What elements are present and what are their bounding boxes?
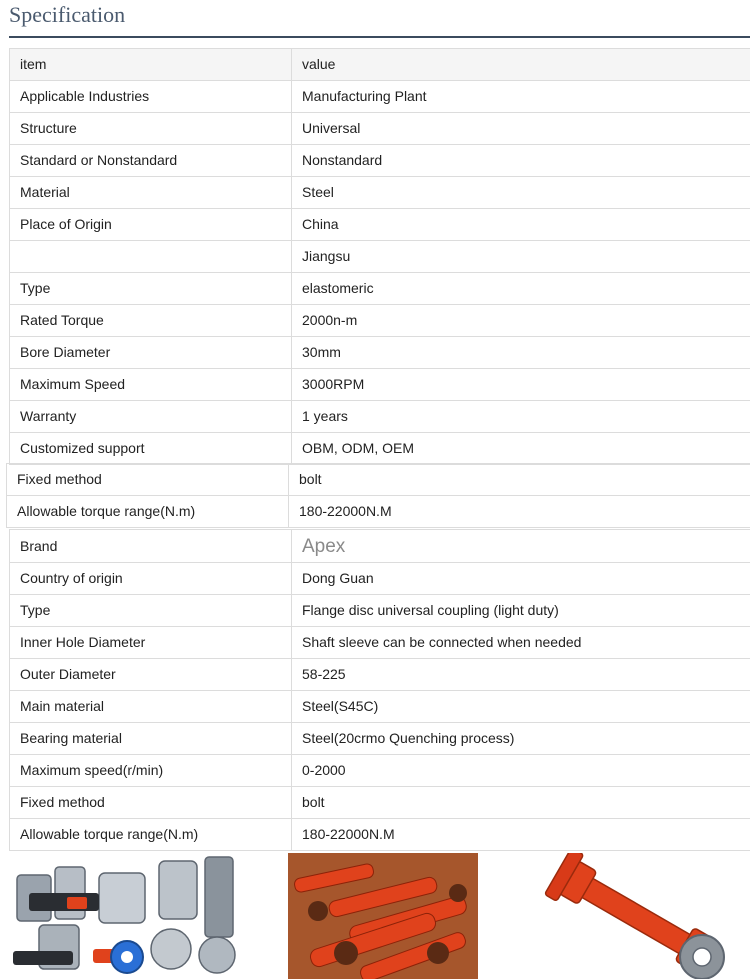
spec-label: Warranty: [10, 401, 292, 433]
spec-value: Steel(20crmo Quenching process): [292, 723, 750, 755]
brand-value: Apex: [292, 530, 750, 563]
table-row: [10, 401, 750, 433]
cardan-shaft-product-photo: [542, 853, 730, 979]
spec-label: Fixed method: [10, 787, 292, 819]
spec-label: Main material: [10, 691, 292, 723]
table-row: [10, 337, 750, 369]
spec-value: elastomeric: [292, 273, 750, 305]
spec-label: Place of Origin: [10, 209, 292, 241]
spec-value: Universal: [292, 113, 750, 145]
spec-value: 180-22000N.M: [292, 819, 750, 851]
spec-value: Manufacturing Plant: [292, 81, 750, 113]
spec-value: 30mm: [292, 337, 750, 369]
table-row: [10, 113, 750, 145]
table-row: [10, 369, 750, 401]
product-photo-strip: [0, 853, 750, 979]
page-title: Specification: [9, 2, 126, 27]
spec-label: Country of origin: [10, 563, 292, 595]
spec-value: bolt: [292, 787, 750, 819]
spec-label: Standard or Nonstandard: [10, 145, 292, 177]
spec-label: Maximum Speed: [10, 369, 292, 401]
spec-value: bolt: [289, 464, 750, 496]
spec-label: Structure: [10, 113, 292, 145]
header-value: value: [292, 49, 750, 81]
table-row: [10, 241, 750, 273]
spec-label: [10, 241, 292, 273]
spec-value: Dong Guan: [292, 563, 750, 595]
title-divider: [9, 36, 750, 38]
table-row: [10, 627, 750, 659]
table-row: [7, 496, 750, 528]
spec-label: Inner Hole Diameter: [10, 627, 292, 659]
spec-value: 2000n-m: [292, 305, 750, 337]
brand-label: Brand: [10, 530, 292, 563]
table-row: [10, 177, 750, 209]
spec-value: 3000RPM: [292, 369, 750, 401]
spec-label: Type: [10, 595, 292, 627]
spec-label: Rated Torque: [10, 305, 292, 337]
cardan-shafts-workshop-photo: [288, 853, 478, 979]
table-row: [10, 755, 750, 787]
table-row: [10, 305, 750, 337]
spec-label: Allowable torque range(N.m): [10, 819, 292, 851]
table-row: [10, 81, 750, 113]
spec-label: Bore Diameter: [10, 337, 292, 369]
spec-value: 58-225: [292, 659, 750, 691]
spec-label: Outer Diameter: [10, 659, 292, 691]
spec-value: Steel(S45C): [292, 691, 750, 723]
table-row: [10, 433, 750, 465]
spec-value: OBM, ODM, OEM: [292, 433, 750, 465]
table-header-row: [10, 49, 750, 81]
table-row: [10, 209, 750, 241]
table-row: [10, 563, 750, 595]
spec-label: Allowable torque range(N.m): [7, 496, 289, 528]
table-row: [10, 787, 750, 819]
spec-value: 180-22000N.M: [289, 496, 750, 528]
table-row: [10, 659, 750, 691]
spec-value: Nonstandard: [292, 145, 750, 177]
spec-label: Material: [10, 177, 292, 209]
table-row: [10, 595, 750, 627]
spec-table-main: [9, 48, 750, 465]
spec-label: Maximum speed(r/min): [10, 755, 292, 787]
table-row: [10, 273, 750, 305]
header-item: item: [10, 49, 292, 81]
spec-label: Type: [10, 273, 292, 305]
spec-value: Shaft sleeve can be connected when needed: [292, 627, 750, 659]
spec-label: Customized support: [10, 433, 292, 465]
table-row: [7, 464, 750, 496]
spec-value: China: [292, 209, 750, 241]
spec-table-fixing: [6, 463, 750, 528]
coupling-assortment-photo: [9, 853, 243, 979]
spec-label: Fixed method: [7, 464, 289, 496]
spec-value: 0-2000: [292, 755, 750, 787]
table-row: [10, 530, 750, 563]
spec-label: Applicable Industries: [10, 81, 292, 113]
spec-value: Steel: [292, 177, 750, 209]
spec-table-product: [9, 529, 750, 851]
table-row: [10, 691, 750, 723]
spec-value: Jiangsu: [292, 241, 750, 273]
spec-value: 1 years: [292, 401, 750, 433]
table-row: [10, 819, 750, 851]
spec-label: Bearing material: [10, 723, 292, 755]
spec-value: Flange disc universal coupling (light duty): [292, 595, 750, 627]
table-row: [10, 145, 750, 177]
table-row: [10, 723, 750, 755]
